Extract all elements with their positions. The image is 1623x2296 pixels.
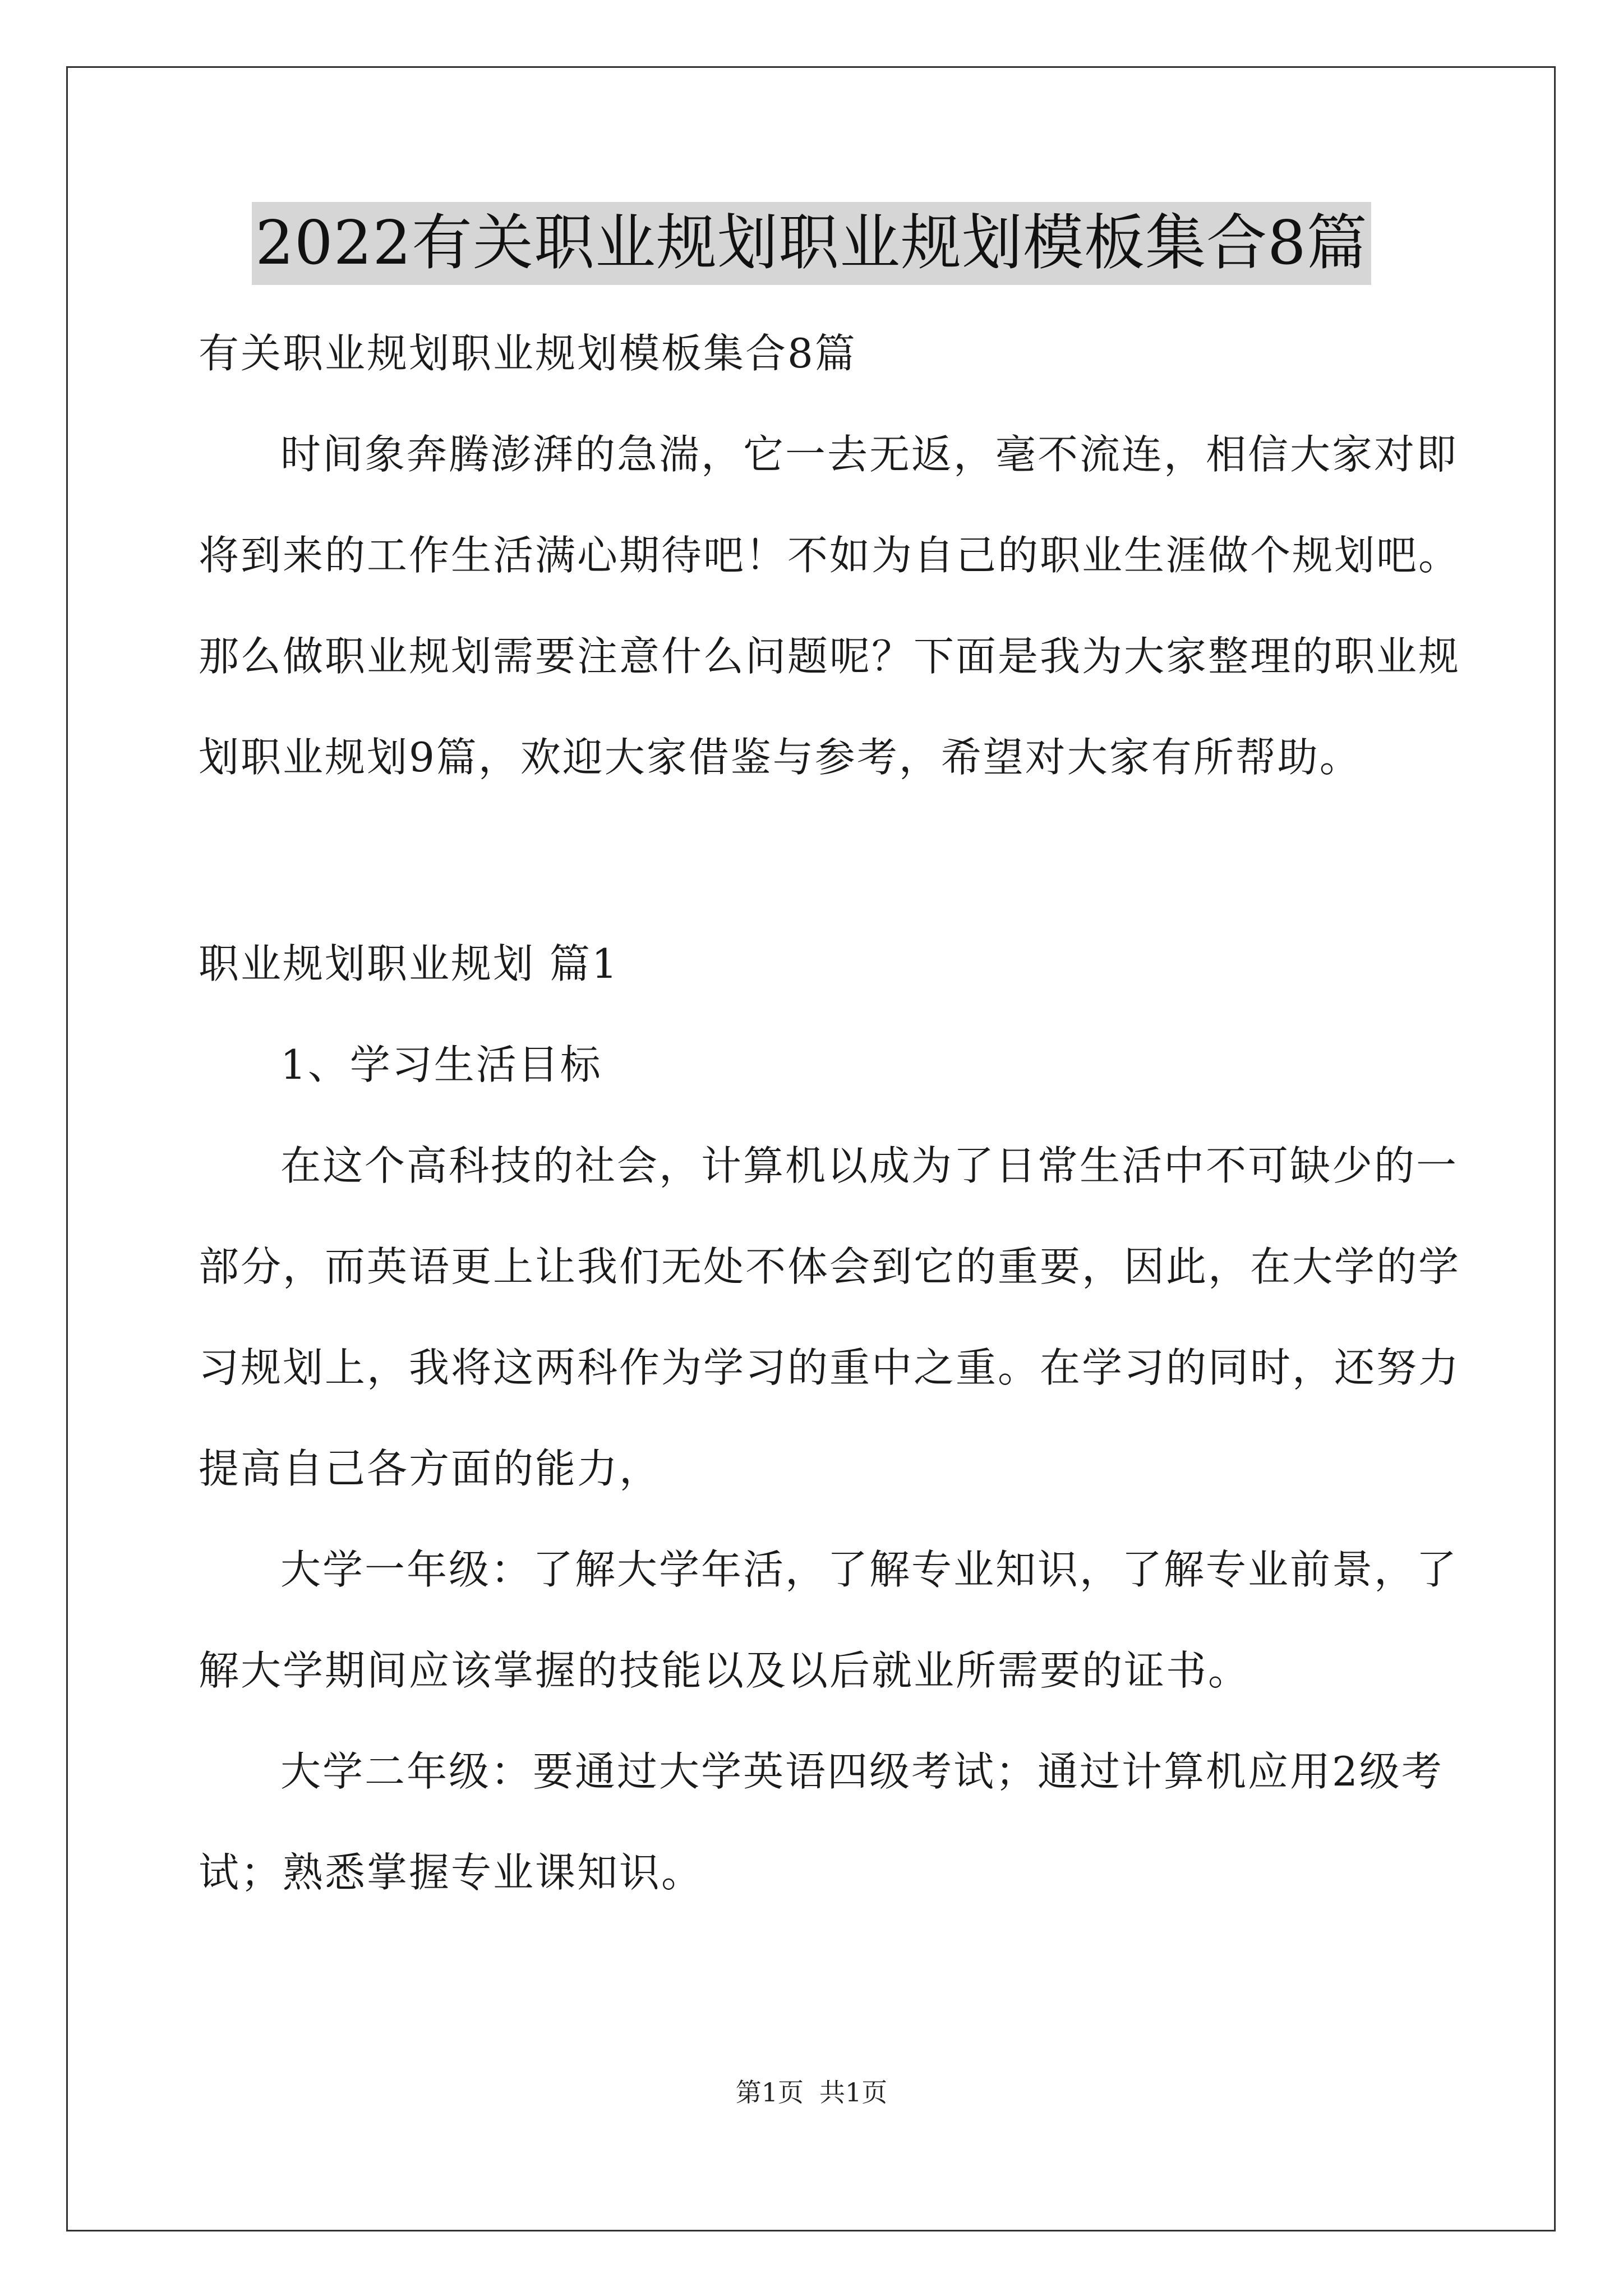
paragraph-line: 大学一年级：了解大学年活，了解专业知识，了解专业前景，了: [280, 1546, 1459, 1593]
paragraph-line: 时间象奔腾澎湃的急湍，它一去无返，毫不流连，相信大家对即: [280, 431, 1459, 478]
subsection-heading: 1、学习生活目标: [280, 1041, 602, 1088]
document-body: [199, 303, 1461, 1923]
page-number: 第1页: [735, 2077, 804, 2108]
paragraph-line: 在这个高科技的社会，计算机以成为了日常生活中不可缺少的一: [280, 1142, 1459, 1189]
document-title: 2022有关职业规划职业规划模板集合8篇: [252, 202, 1371, 285]
paragraph-line: 大学二年级：要通过大学英语四级考试；通过计算机应用2级考: [280, 1748, 1444, 1795]
paragraph-line: 划职业规划9篇，欢迎大家借鉴与参考，希望对大家有所帮助。: [199, 734, 1362, 781]
paragraph-line: 习规划上，我将这两科作为学习的重中之重。在学习的同时，还努力: [199, 1344, 1461, 1391]
section-heading: 职业规划职业规划 篇1: [199, 940, 619, 987]
title-container: [0, 202, 1623, 285]
paragraph-line: 解大学期间应该掌握的技能以及以后就业所需要的证书。: [199, 1647, 1251, 1694]
paragraph-line: 提高自己各方面的能力，: [199, 1445, 662, 1492]
paragraph-line: 那么做职业规划需要注意什么问题呢？下面是我为大家整理的职业规: [199, 633, 1461, 680]
paragraph-line: 将到来的工作生活满心期待吧！不如为自己的职业生涯做个规划吧。: [199, 532, 1461, 579]
page-footer: [0, 2076, 1623, 2109]
paragraph-line: 部分，而英语更上让我们无处不体会到它的重要，因此，在大学的学: [199, 1243, 1461, 1290]
paragraph-line: 试；熟悉掌握专业课知识。: [199, 1849, 704, 1896]
subtitle-line: 有关职业规划职业规划模板集合8篇: [199, 330, 857, 377]
section-gap: [199, 808, 1432, 913]
page-total: 共1页: [819, 2077, 888, 2108]
